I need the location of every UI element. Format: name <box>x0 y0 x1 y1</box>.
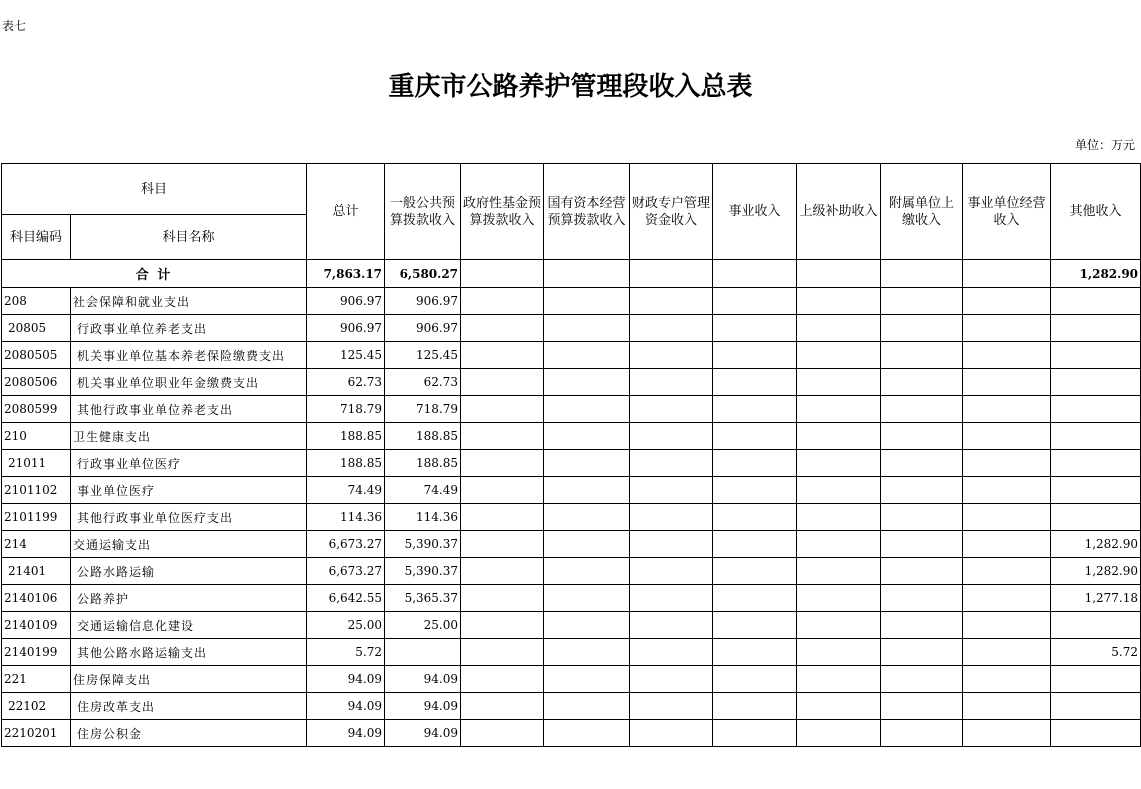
row-general: 114.36 <box>385 504 461 531</box>
row-name: 其他行政事业单位医疗支出 <box>71 504 307 531</box>
header-affiliated: 附属单位上缴收入 <box>881 164 963 260</box>
row-code: 20805 <box>2 315 71 342</box>
table-row <box>2 612 1141 639</box>
row-name: 住房保障支出 <box>71 666 307 693</box>
row-total: 5.72 <box>307 639 385 666</box>
row-other <box>1051 477 1141 504</box>
header-subject: 科目 <box>2 164 307 215</box>
row-code: 221 <box>2 666 71 693</box>
row-name: 交通运输支出 <box>71 531 307 558</box>
row-general: 718.79 <box>385 396 461 423</box>
table-row <box>2 288 1141 315</box>
totals-label: 合 计 <box>2 260 307 288</box>
row-general: 188.85 <box>385 450 461 477</box>
row-general <box>385 639 461 666</box>
table-row <box>2 396 1141 423</box>
row-other: 1,277.18 <box>1051 585 1141 612</box>
row-other <box>1051 693 1141 720</box>
row-other: 5.72 <box>1051 639 1141 666</box>
row-name: 住房改革支出 <box>71 693 307 720</box>
row-other: 1,282.90 <box>1051 558 1141 585</box>
row-total: 114.36 <box>307 504 385 531</box>
table-row <box>2 477 1141 504</box>
row-name: 机关事业单位基本养老保险缴费支出 <box>71 342 307 369</box>
row-other: 1,282.90 <box>1051 531 1141 558</box>
row-name: 交通运输信息化建设 <box>71 612 307 639</box>
table-row <box>2 423 1141 450</box>
table-row <box>2 504 1141 531</box>
row-code: 2101102 <box>2 477 71 504</box>
row-general: 94.09 <box>385 693 461 720</box>
row-total: 94.09 <box>307 720 385 747</box>
row-code: 2140199 <box>2 639 71 666</box>
row-general: 906.97 <box>385 288 461 315</box>
row-code: 2080599 <box>2 396 71 423</box>
row-other <box>1051 666 1141 693</box>
row-total: 25.00 <box>307 612 385 639</box>
row-name: 事业单位医疗 <box>71 477 307 504</box>
row-general: 125.45 <box>385 342 461 369</box>
row-code: 208 <box>2 288 71 315</box>
row-name: 机关事业单位职业年金缴费支出 <box>71 369 307 396</box>
row-code: 2210201 <box>2 720 71 747</box>
page-title: 重庆市公路养护管理段收入总表 <box>388 72 753 102</box>
row-total: 718.79 <box>307 396 385 423</box>
row-total: 125.45 <box>307 342 385 369</box>
row-name: 行政事业单位养老支出 <box>71 315 307 342</box>
table-row <box>2 315 1141 342</box>
row-total: 6,642.55 <box>307 585 385 612</box>
row-code: 2140109 <box>2 612 71 639</box>
row-code: 210 <box>2 423 71 450</box>
header-business-income: 事业收入 <box>713 164 797 260</box>
header-name: 科目名称 <box>71 215 307 260</box>
table-row <box>2 531 1141 558</box>
header-general-budget: 一般公共预算拨款收入 <box>385 164 461 260</box>
row-total: 6,673.27 <box>307 531 385 558</box>
row-other <box>1051 288 1141 315</box>
table-row <box>2 585 1141 612</box>
row-name: 社会保障和就业支出 <box>71 288 307 315</box>
row-total: 188.85 <box>307 450 385 477</box>
header-total: 总计 <box>307 164 385 260</box>
row-name: 公路水路运输 <box>71 558 307 585</box>
header-fiscal-special: 财政专户管理资金收入 <box>630 164 713 260</box>
totals-row <box>2 260 1141 288</box>
row-name: 行政事业单位医疗 <box>71 450 307 477</box>
row-other <box>1051 369 1141 396</box>
totals-general-budget: 6,580.27 <box>385 260 461 288</box>
row-general: 94.09 <box>385 666 461 693</box>
row-other <box>1051 504 1141 531</box>
unit-label: 单位：万元 <box>1074 138 1135 152</box>
header-state-capital: 国有资本经营预算拨款收入 <box>544 164 630 260</box>
row-general: 74.49 <box>385 477 461 504</box>
table-row <box>2 693 1141 720</box>
row-other <box>1051 612 1141 639</box>
row-total: 906.97 <box>307 315 385 342</box>
row-total: 906.97 <box>307 288 385 315</box>
table-row <box>2 450 1141 477</box>
row-total: 74.49 <box>307 477 385 504</box>
row-other <box>1051 396 1141 423</box>
table-row <box>2 369 1141 396</box>
row-general: 62.73 <box>385 369 461 396</box>
row-general: 188.85 <box>385 423 461 450</box>
row-code: 214 <box>2 531 71 558</box>
row-name: 住房公积金 <box>71 720 307 747</box>
row-general: 5,365.37 <box>385 585 461 612</box>
row-name: 卫生健康支出 <box>71 423 307 450</box>
row-total: 188.85 <box>307 423 385 450</box>
header-other: 其他收入 <box>1051 164 1141 260</box>
row-code: 21011 <box>2 450 71 477</box>
row-general: 906.97 <box>385 315 461 342</box>
table-number-label: 表七 <box>2 19 27 33</box>
row-total: 94.09 <box>307 693 385 720</box>
row-name: 其他行政事业单位养老支出 <box>71 396 307 423</box>
row-total: 6,673.27 <box>307 558 385 585</box>
header-superior-subsidy: 上级补助收入 <box>797 164 881 260</box>
table-row <box>2 558 1141 585</box>
totals-other: 1,282.90 <box>1051 260 1141 288</box>
row-other <box>1051 720 1141 747</box>
row-total: 62.73 <box>307 369 385 396</box>
row-code: 2080506 <box>2 369 71 396</box>
row-general: 25.00 <box>385 612 461 639</box>
totals-total: 7,863.17 <box>307 260 385 288</box>
row-code: 21401 <box>2 558 71 585</box>
income-summary-table <box>1 163 1141 747</box>
table-row <box>2 666 1141 693</box>
row-code: 2080505 <box>2 342 71 369</box>
header-code: 科目编码 <box>2 215 71 260</box>
row-name: 公路养护 <box>71 585 307 612</box>
row-code: 2101199 <box>2 504 71 531</box>
row-other <box>1051 315 1141 342</box>
row-other <box>1051 342 1141 369</box>
table-row <box>2 720 1141 747</box>
header-gov-fund: 政府性基金预算拨款收入 <box>461 164 544 260</box>
row-general: 5,390.37 <box>385 558 461 585</box>
row-code: 2140106 <box>2 585 71 612</box>
row-general: 5,390.37 <box>385 531 461 558</box>
table-row <box>2 639 1141 666</box>
row-total: 94.09 <box>307 666 385 693</box>
row-other <box>1051 450 1141 477</box>
header-operating: 事业单位经营收入 <box>963 164 1051 260</box>
row-name: 其他公路水路运输支出 <box>71 639 307 666</box>
row-general: 94.09 <box>385 720 461 747</box>
row-other <box>1051 423 1141 450</box>
table-row <box>2 342 1141 369</box>
row-code: 22102 <box>2 693 71 720</box>
